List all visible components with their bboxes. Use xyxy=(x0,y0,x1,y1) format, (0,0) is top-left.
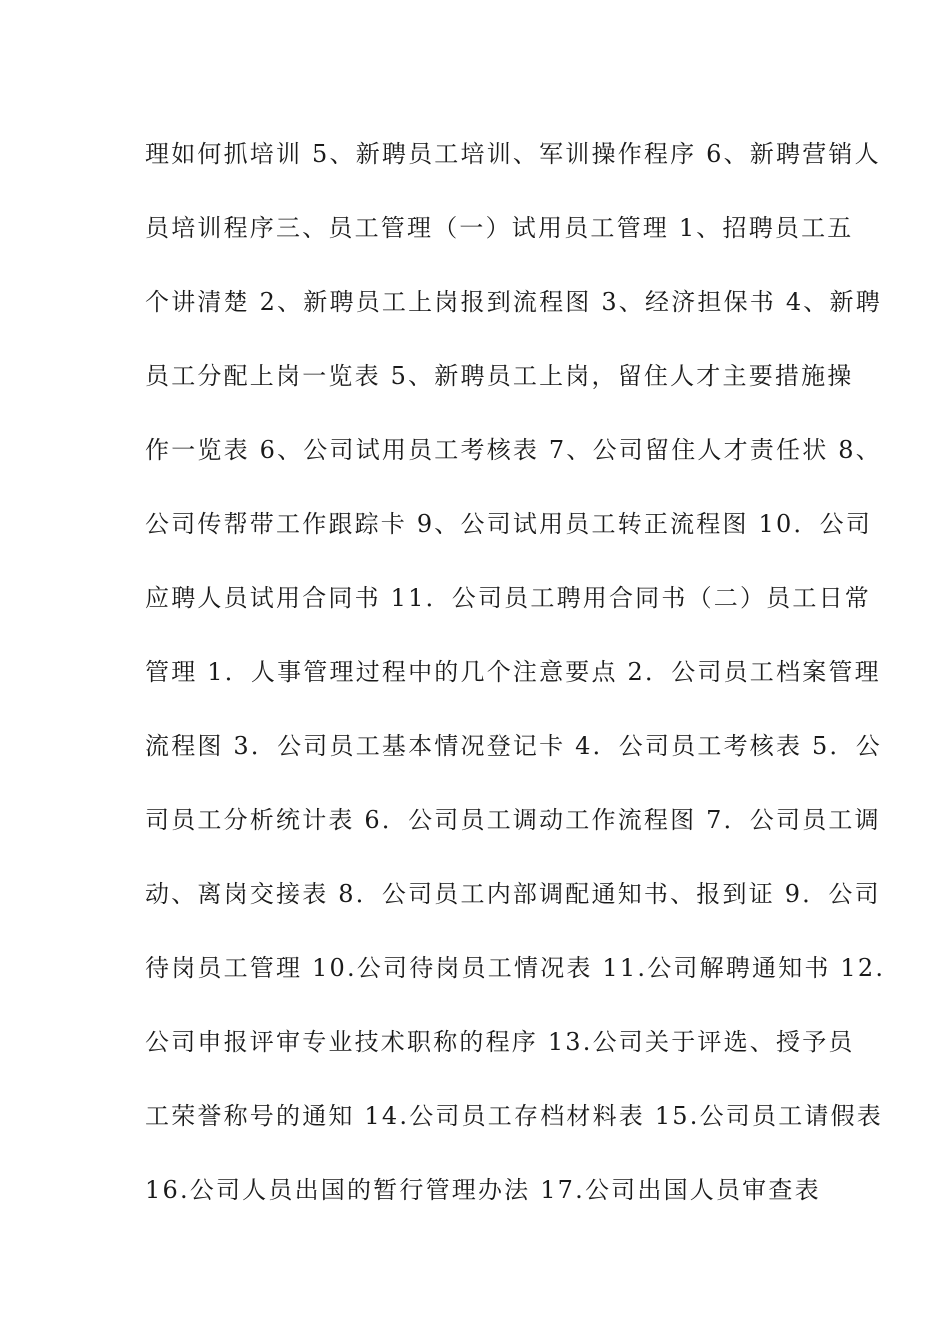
text-line: 公司申报评审专业技术职称的程序 13.公司关于评选、授予员 xyxy=(145,1028,855,1056)
text-line: 司员工分析统计表 6．公司员工调动工作流程图 7．公司员工调 xyxy=(145,806,881,834)
text-line: 理如何抓培训 5、新聘员工培训、军训操作程序 6、新聘营销人 xyxy=(145,140,881,168)
text-line: 公司传帮带工作跟踪卡 9、公司试用员工转正流程图 10．公司 xyxy=(145,510,873,538)
body-text xyxy=(145,130,886,1240)
text-line: 流程图 3．公司员工基本情况登记卡 4．公司员工考核表 5．公 xyxy=(145,732,882,760)
text-line: 员培训程序三、员工管理（一）试用员工管理 1、招聘员工五 xyxy=(145,214,854,242)
text-line: 作一览表 6、公司试用员工考核表 7、公司留住人才责任状 8、 xyxy=(145,436,882,464)
text-line: 待岗员工管理 10.公司待岗员工情况表 11.公司解聘通知书 12. xyxy=(145,954,886,982)
text-line: 应聘人员试用合同书 11．公司员工聘用合同书（二）员工日常 xyxy=(145,584,871,612)
text-line: 个讲清楚 2、新聘员工上岗报到流程图 3、经济担保书 4、新聘 xyxy=(145,288,882,316)
text-line: 员工分配上岗一览表 5、新聘员工上岗，留住人才主要措施操 xyxy=(145,362,854,390)
text-line: 工荣誉称号的通知 14.公司员工存档材料表 15.公司员工请假表 xyxy=(145,1102,883,1130)
text-line: 管理 1．人事管理过程中的几个注意要点 2．公司员工档案管理 xyxy=(145,658,881,686)
text-line: 16.公司人员出国的暂行管理办法 17.公司出国人员审查表 xyxy=(145,1176,821,1204)
text-line: 动、离岗交接表 8．公司员工内部调配通知书、报到证 9．公司 xyxy=(145,880,881,908)
